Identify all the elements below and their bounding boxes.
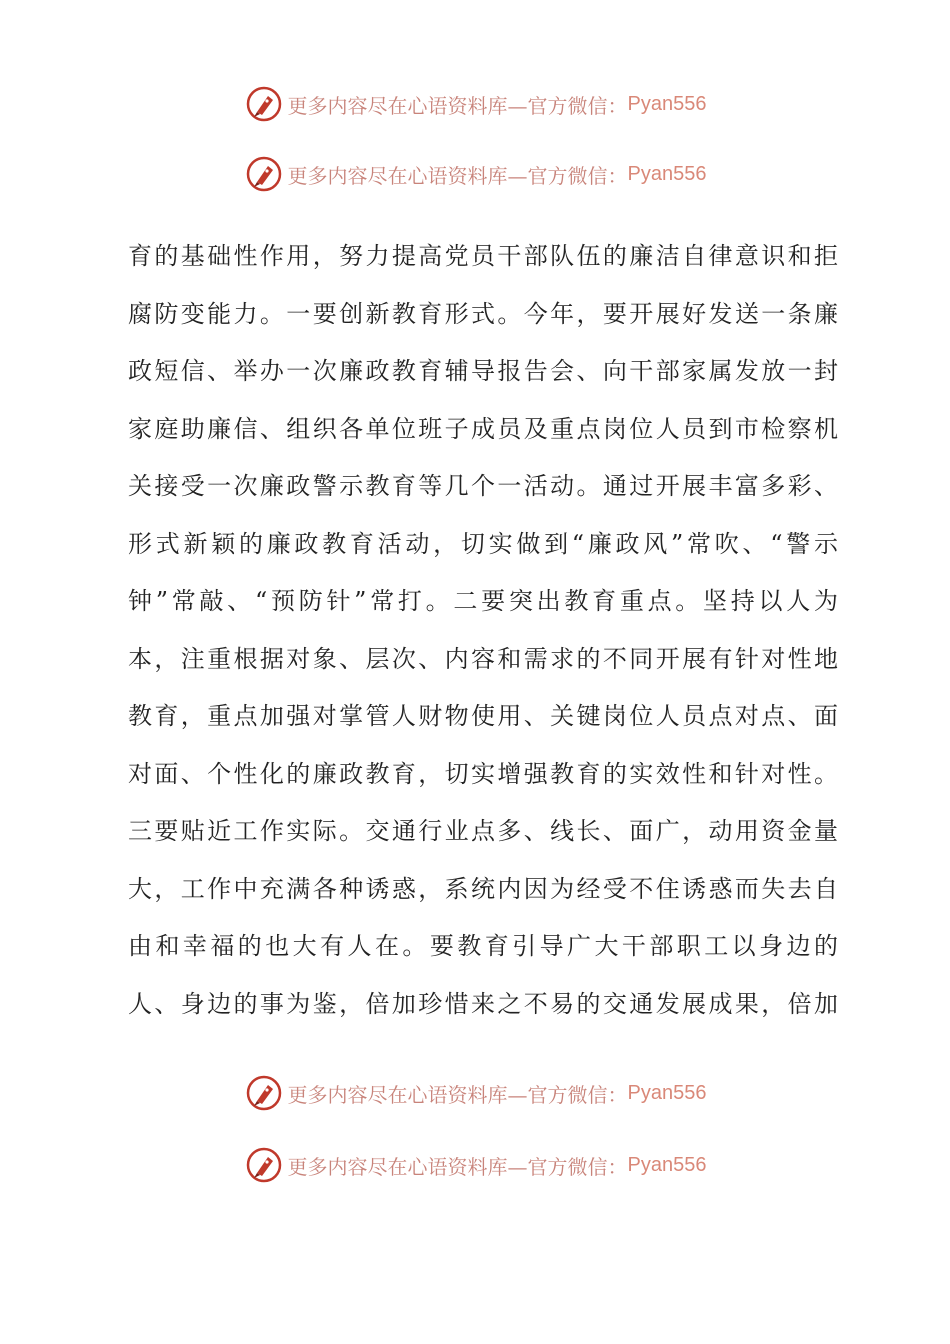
document-body xyxy=(128,228,838,1033)
text-line: 本，注重根据对象、层次、内容和需求的不同开展有针对性地 xyxy=(128,644,838,673)
text-line: 教育，重点加强对掌管人财物使用、关键岗位人员点对点、面 xyxy=(128,702,838,730)
text-line: 形式新颖的廉政教育活动，切实做到“廉政风”常吹、“警示 xyxy=(128,529,838,558)
watermark-banner xyxy=(0,84,950,124)
text-line: 三要贴近工作实际。交通行业点多、线长、面广，动用资金量 xyxy=(128,817,838,845)
watermark-text: 更多内容尽在心语资料库—官方微信： xyxy=(287,93,628,118)
text-line: 育的基础性作用，努力提高党员干部队伍的廉洁自律意识和拒 xyxy=(128,242,838,270)
text-line: 大，工作中充满各种诱惑，系统内因为经受不住诱惑而失去自 xyxy=(128,874,838,903)
watermark-banner xyxy=(0,1145,950,1185)
text-line: 对面、个性化的廉政教育，切实增强教育的实效性和针对性。 xyxy=(128,759,838,788)
watermark-banner xyxy=(0,1073,950,1113)
watermark-wechat-id: Pyan556 xyxy=(627,92,707,115)
watermark-text: 更多内容尽在心语资料库—官方微信： xyxy=(287,163,628,188)
watermark-wechat-id: Pyan556 xyxy=(627,162,707,185)
watermark-wechat-id: Pyan556 xyxy=(627,1081,707,1104)
watermark-wechat-id: Pyan556 xyxy=(627,1153,707,1176)
text-line: 腐防变能力。一要创新教育形式。今年，要开展好发送一条廉 xyxy=(128,299,838,328)
text-line: 家庭助廉信、组织各单位班子成员及重点岗位人员到市检察机 xyxy=(128,414,838,443)
pen-nib-icon xyxy=(244,1073,284,1113)
watermark-text: 更多内容尽在心语资料库—官方微信： xyxy=(287,1154,628,1179)
text-line: 人、身边的事为鉴，倍加珍惜来之不易的交通发展成果，倍加 xyxy=(128,989,838,1018)
watermark-text: 更多内容尽在心语资料库—官方微信： xyxy=(287,1082,628,1107)
pen-nib-icon xyxy=(244,84,284,124)
pen-nib-icon xyxy=(244,154,284,194)
text-line: 关接受一次廉政警示教育等几个一活动。通过开展丰富多彩、 xyxy=(128,472,838,500)
text-line: 由和幸福的也大有人在。要教育引导广大干部职工以身边的 xyxy=(128,932,838,960)
text-line: 钟”常敲、“预防针”常打。二要突出教育重点。坚持以人为 xyxy=(128,587,838,615)
text-line: 政短信、举办一次廉政教育辅导报告会、向干部家属发放一封 xyxy=(128,357,838,385)
watermark-banner xyxy=(0,154,950,194)
pen-nib-icon xyxy=(244,1145,284,1185)
